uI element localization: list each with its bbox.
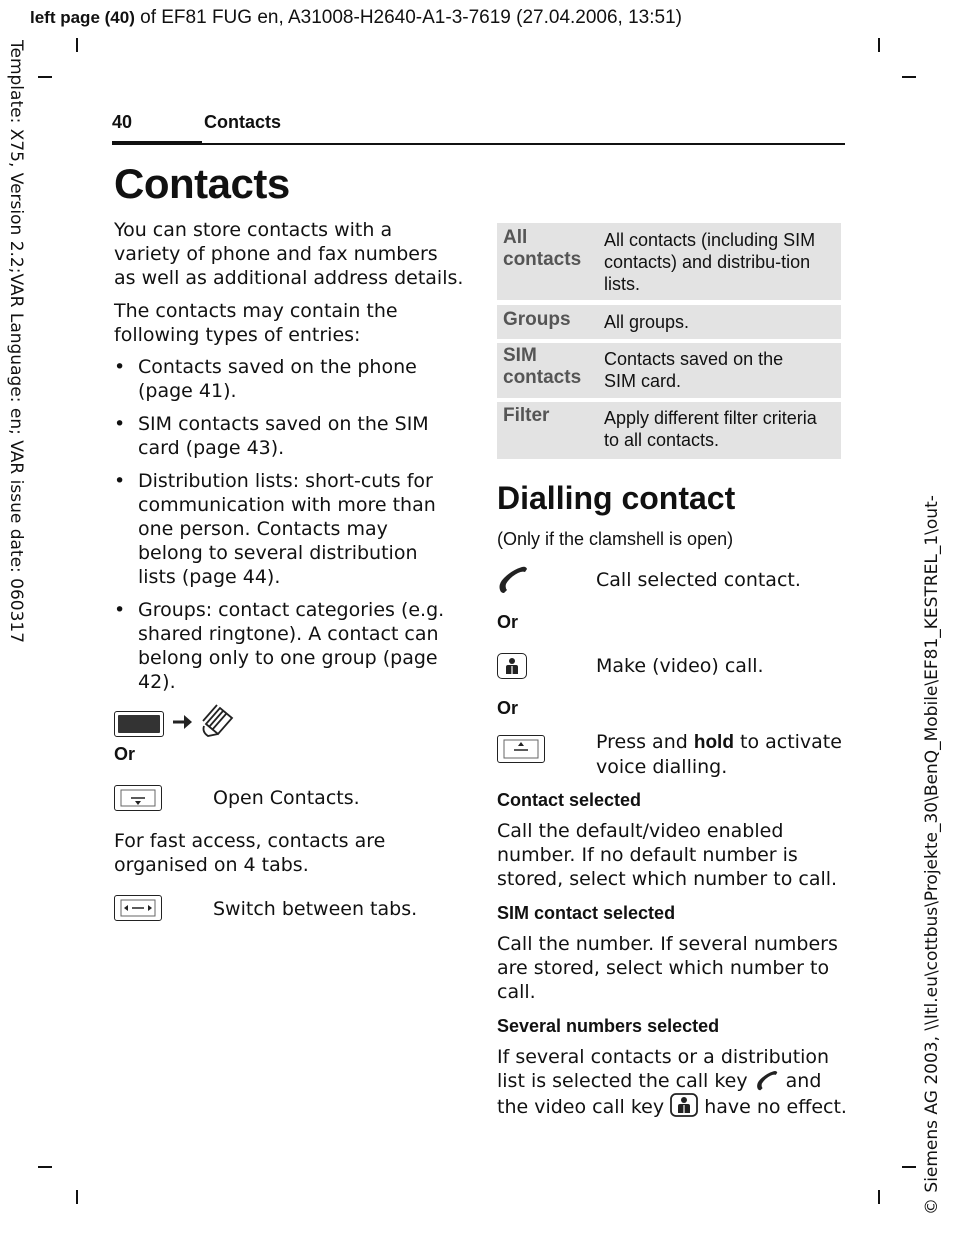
fast-access-text: For fast access, contacts are organised on 4 tabs. [114,830,386,876]
bullet-item: SIM contacts saved on the SIM card (page 43). [138,413,429,459]
crop-mark [878,1190,880,1204]
bullet-marker: • [114,599,126,621]
table-desc: Contacts saved on the SIM card. [604,349,784,391]
intro-paragraph: You can store contacts with a variety of phone and fax numbers as well as additional address details. [114,219,464,289]
table-label: Filter [503,405,550,426]
call-key-icon [754,1069,780,1091]
subheading-several-selected: Several numbers selected [497,1016,720,1036]
nav-key-down-icon [114,785,162,811]
table-row [497,305,841,339]
table-desc: All groups. [604,312,690,332]
nav-key-up-icon [497,735,545,763]
table-label: All contacts [503,227,582,270]
voice-dial-text: Press and hold to activate voice dialling. [596,731,842,778]
video-call-key-icon [497,653,527,679]
table-desc: Apply different filter criteria to all contacts. [604,408,817,450]
table-desc: All contacts (including SIM contacts) and distribu-tion lists. [604,230,816,294]
template-sidebar: Template: X75, Version 2.2;VAR Language: en; VAR issue date: 060317 [6,40,26,644]
table-row [497,343,841,398]
running-head-page: 40 [112,112,133,132]
crop-mark [902,76,916,78]
copyright-sidebar: © Siemens AG 2003, \\Itl.eu\cottbus\Projekte_30\BenQ_Mobile\EF81_KESTREL_1\out- [922,495,942,1215]
page-title: Contacts [114,160,290,207]
table-label: SIM contacts [503,345,582,388]
bullet-marker: • [114,356,126,378]
bullet-item: Groups: contact categories (e.g. shared ringtone). A contact can belong only to one group (page 42). [138,599,445,693]
video-call-key-icon [670,1093,698,1117]
crop-mark [38,1166,52,1168]
or-label: Or [497,612,519,632]
switch-tabs-text: Switch between tabs. [213,898,418,920]
crop-mark [878,38,880,52]
menu-softkey-icon [114,711,164,737]
open-contacts-text: Open Contacts. [213,787,360,809]
header-rule [112,143,845,145]
sim-selected-text: Call the number. If several numbers are stored, select which number to call. [497,933,838,1003]
video-call-text: Make (video) call. [596,655,764,677]
subheading-contact-selected: Contact selected [497,790,642,810]
table-row [497,402,841,459]
crop-mark [76,1190,78,1204]
several-selected-text: If several contacts or a distribution list is selected the call key and the video call key have no effect. [497,1046,847,1118]
table-row [497,223,841,300]
arrow-right-icon [172,710,194,738]
print-header: left page (40) of EF81 FUG en, A31008-H2640-A1-3-7619 (27.04.2006, 13:51) [30,7,682,28]
section-heading: Dialling contact [497,480,736,516]
table-label: Groups [503,309,571,330]
clamshell-note: (Only if the clamshell is open) [497,529,734,549]
contacts-book-icon [198,702,236,744]
bullet-item: Distribution lists: short-cuts for communication with more than one person. Contacts may belong to several distribution lists (page 44). [138,470,436,588]
call-selected-text: Call selected contact. [596,569,801,591]
subheading-sim-selected: SIM contact selected [497,903,676,923]
call-key-icon [496,564,530,598]
crop-mark [76,38,78,52]
bullet-marker: • [114,413,126,435]
nav-key-left-right-icon [114,895,162,921]
bullet-marker: • [114,470,126,492]
header-rule-accent [112,141,202,145]
running-head-title: Contacts [204,112,282,132]
types-intro: The contacts may contain the following types of entries: [114,300,398,346]
contact-selected-text: Call the default/video enabled number. If no default number is stored, select which number to call. [497,820,838,890]
or-label: Or [114,744,136,764]
bullet-item: Contacts saved on the phone (page 41). [138,356,417,402]
or-label: Or [497,698,519,718]
